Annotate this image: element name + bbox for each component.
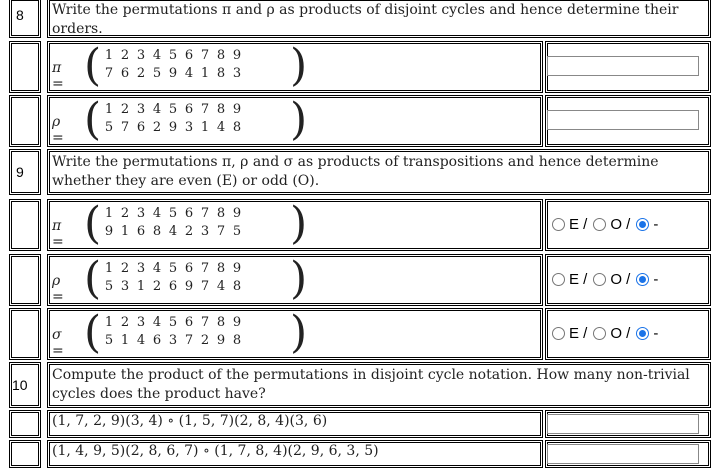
- parity-radio-group-sigma: E / O / -: [545, 308, 711, 360]
- product-expression-2: (1, 4, 9, 5)(2, 8, 6, 7) ∘ (1, 7, 8, 4)(2, 9, 6, 3, 5): [47, 440, 543, 468]
- permutation-pi-8: π = ( 1 2 3 4 5 6 7 8 9 7 6 2 5 9 4 1 8 3 ): [47, 41, 543, 93]
- spacer-cell: [9, 440, 41, 468]
- spacer-cell: [9, 95, 41, 147]
- radio-none-sigma[interactable]: [636, 327, 649, 340]
- perm-bottom-row: 7 6 2 5 9 4 1 8 3: [104, 66, 242, 81]
- radio-odd-rho[interactable]: [593, 273, 606, 286]
- question-9-prompt: Write the permutations π, ρ and σ as products of transpositions and hence determine whether they are even (E) or odd (O).: [47, 149, 711, 195]
- answer-input-expr1[interactable]: [547, 414, 699, 434]
- perm-bottom-row: 9 1 6 8 4 2 3 7 5: [104, 224, 242, 239]
- perm-bottom-row: 5 7 6 2 9 3 1 4 8: [104, 120, 242, 135]
- question-number-9: 9: [9, 149, 41, 195]
- perm-label: ρ =: [52, 114, 64, 146]
- answer-cell: [545, 440, 711, 468]
- spacer-cell: [9, 308, 41, 360]
- spacer-cell: [9, 410, 41, 438]
- perm-label: ρ =: [52, 273, 64, 305]
- question-10-prompt: Compute the product of the permutations in disjoint cycle notation. How many non-trivial cycles does the product have?: [47, 362, 711, 408]
- spacer-cell: [9, 41, 41, 93]
- permutation-pi-9: π = ( 1 2 3 4 5 6 7 8 9 9 1 6 8 4 2 3 7 5 ): [47, 199, 543, 251]
- parity-radio-group-rho: E / O / -: [545, 254, 711, 306]
- radio-odd-pi[interactable]: [593, 218, 606, 231]
- perm-label: σ =: [52, 327, 64, 359]
- perm-top-row: 1 2 3 4 5 6 7 8 9: [104, 315, 242, 330]
- question-8-prompt: Write the permutations π and ρ as products of disjoint cycles and hence determine their orders.: [47, 0, 711, 38]
- radio-none-rho[interactable]: [636, 273, 649, 286]
- radio-even-rho[interactable]: [552, 273, 565, 286]
- answer-cell: [545, 410, 711, 438]
- radio-even-sigma[interactable]: [552, 327, 565, 340]
- product-expression-1: (1, 7, 2, 9)(3, 4) ∘ (1, 5, 7)(2, 8, 4)(3, 6): [47, 410, 543, 438]
- perm-label: π =: [52, 60, 64, 92]
- perm-bottom-row: 5 1 4 6 3 7 2 9 8: [104, 333, 242, 348]
- permutation-rho-9: ρ = ( 1 2 3 4 5 6 7 8 9 5 3 1 2 6 9 7 4 8 ): [47, 254, 543, 306]
- question-number-10: 10: [9, 362, 41, 408]
- perm-bottom-row: 5 3 1 2 6 9 7 4 8: [104, 279, 242, 294]
- perm-top-row: 1 2 3 4 5 6 7 8 9: [104, 48, 242, 63]
- permutation-rho-8: ρ = ( 1 2 3 4 5 6 7 8 9 5 7 6 2 9 3 1 4 8 ): [47, 95, 543, 147]
- radio-none-pi[interactable]: [636, 218, 649, 231]
- perm-top-row: 1 2 3 4 5 6 7 8 9: [104, 261, 242, 276]
- perm-top-row: 1 2 3 4 5 6 7 8 9: [104, 206, 242, 221]
- perm-label: π =: [52, 218, 64, 250]
- question-number-8: 8: [9, 0, 41, 38]
- answer-input-rho-8[interactable]: [547, 110, 699, 130]
- answer-input-pi-8[interactable]: [547, 56, 699, 76]
- answer-cell: [545, 95, 711, 147]
- answer-input-expr2[interactable]: [547, 444, 699, 464]
- parity-radio-group-pi: E / O / -: [545, 199, 711, 251]
- permutation-sigma-9: σ = ( 1 2 3 4 5 6 7 8 9 5 1 4 6 3 7 2 9 8 ): [47, 308, 543, 360]
- spacer-cell: [9, 254, 41, 306]
- radio-odd-sigma[interactable]: [593, 327, 606, 340]
- spacer-cell: [9, 199, 41, 251]
- perm-top-row: 1 2 3 4 5 6 7 8 9: [104, 102, 242, 117]
- radio-even-pi[interactable]: [552, 218, 565, 231]
- answer-cell: [545, 41, 711, 93]
